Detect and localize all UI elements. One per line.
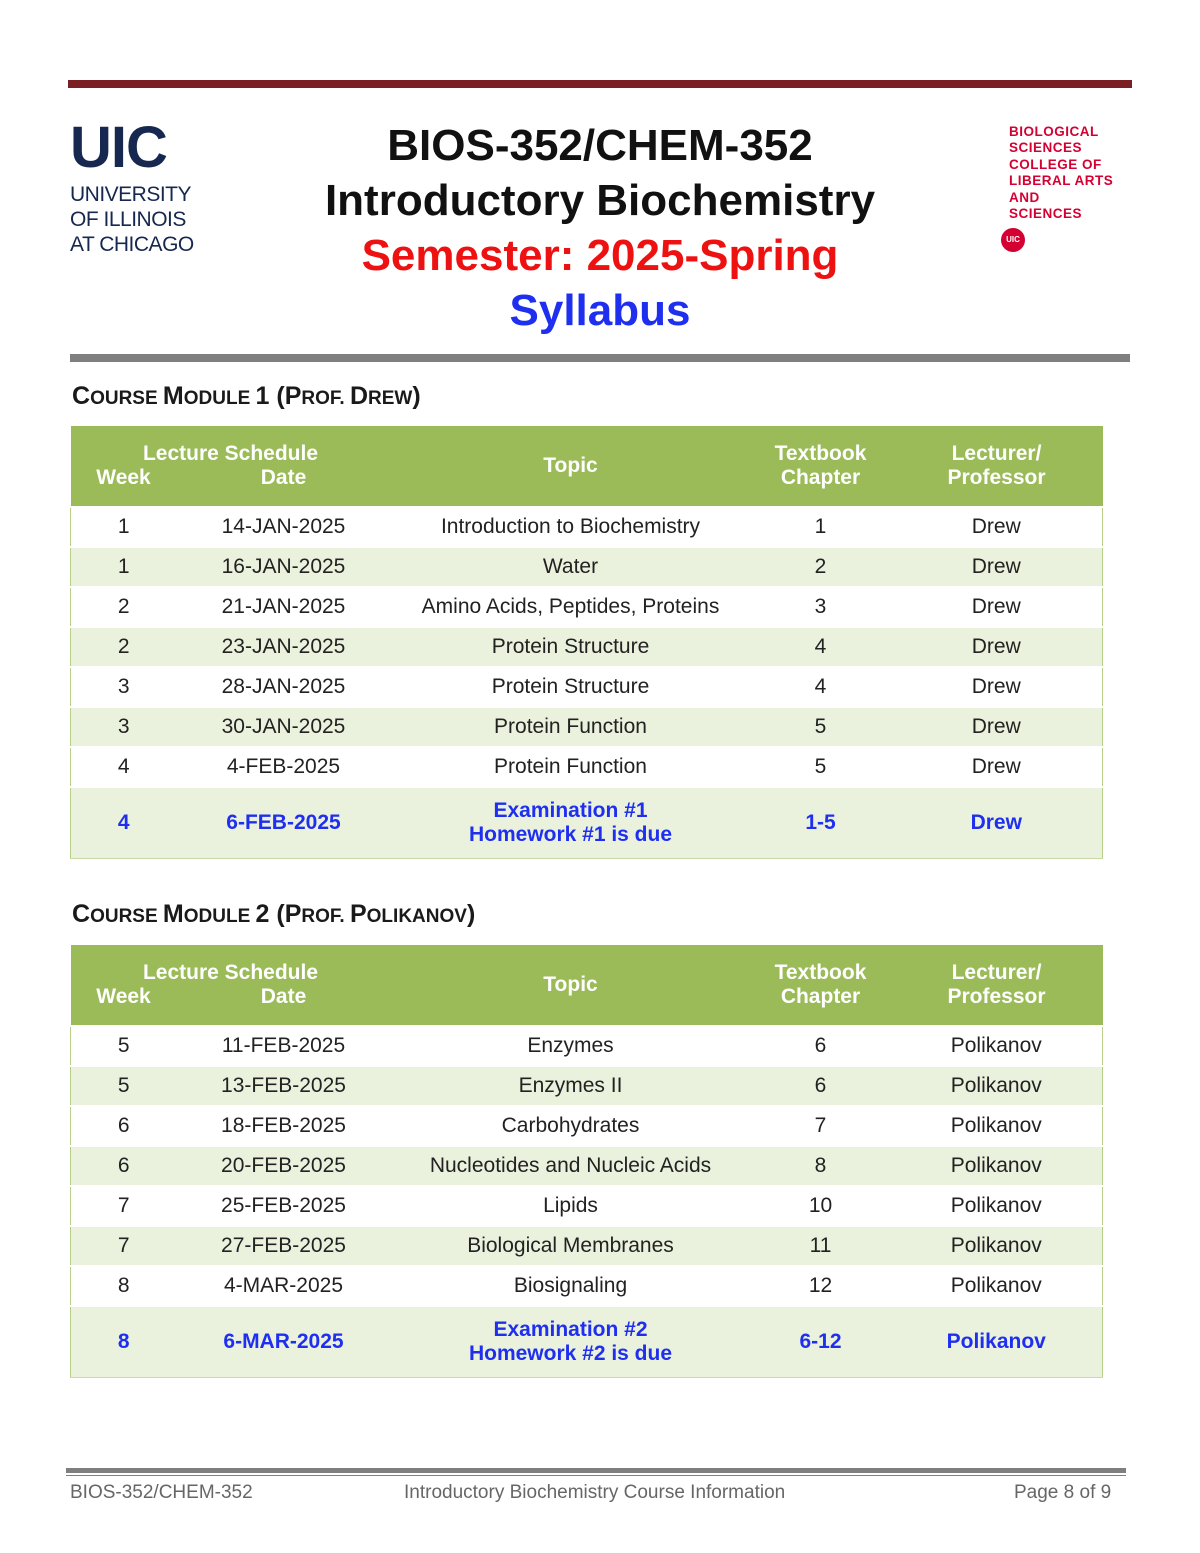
header-topic: Topic <box>391 426 751 507</box>
header-textbook-chapter: Textbook Chapter <box>751 426 891 507</box>
header-date: Date <box>177 466 391 507</box>
module-2-heading: COURSE MODULE 2 (PROF. POLIKANOV) <box>72 900 476 928</box>
footer-page-number: Page 8 of 9 <box>1014 1482 1112 1503</box>
table-row: 7 25-FEB-2025 Lipids 10 Polikanov <box>71 1186 1103 1226</box>
footer-center: Introductory Biochemistry Course Information <box>404 1482 786 1503</box>
footer-rule-thin <box>66 1475 1126 1476</box>
header-week: Week <box>71 985 177 1026</box>
module-1-heading: COURSE MODULE 1 (PROF. DREW) <box>72 382 421 410</box>
semester: Semester: 2025-Spring <box>361 231 839 280</box>
table-row: 5 13-FEB-2025 Enzymes II 6 Polikanov <box>71 1066 1103 1106</box>
uic-logo-mark: UIC <box>70 115 167 180</box>
table-row: 1 14-JAN-2025 Introduction to Biochemistry 1 Drew <box>71 507 1103 547</box>
header-lecture-schedule: Lecture Schedule <box>71 426 391 466</box>
table-row: 3 30-JAN-2025 Protein Function 5 Drew <box>71 707 1103 747</box>
table-row: 2 21-JAN-2025 Amino Acids, Peptides, Proteins 3 Drew <box>71 587 1103 627</box>
header-lecture-schedule: Lecture Schedule <box>71 945 391 985</box>
uic-badge-icon: UIC <box>1001 228 1025 252</box>
table-row: 4 4-FEB-2025 Protein Function 5 Drew <box>71 747 1103 787</box>
exam-row: 8 6-MAR-2025 Examination #2 Homework #2 is due 6-12 Polikanov <box>71 1306 1103 1378</box>
table-row: 8 4-MAR-2025 Biosignaling 12 Polikanov <box>71 1266 1103 1306</box>
header-week: Week <box>71 466 177 507</box>
uic-logo <box>70 115 200 257</box>
header-textbook-chapter: Textbook Chapter <box>751 945 891 1026</box>
header-topic: Topic <box>391 945 751 1026</box>
module-2-schedule-table <box>70 945 1103 1378</box>
table-row: 7 27-FEB-2025 Biological Membranes 11 Polikanov <box>71 1226 1103 1266</box>
course-name: Introductory Biochemistry <box>324 176 876 225</box>
syllabus-label: Syllabus <box>509 286 691 335</box>
table-row: 2 23-JAN-2025 Protein Structure 4 Drew <box>71 627 1103 667</box>
header-lecturer: Lecturer/ Professor <box>891 945 1103 1026</box>
table-row: 1 16-JAN-2025 Water 2 Drew <box>71 547 1103 587</box>
footer-rule <box>66 1468 1126 1473</box>
header-date: Date <box>177 985 391 1026</box>
table-row: 6 20-FEB-2025 Nucleotides and Nucleic Acids 8 Polikanov <box>71 1146 1103 1186</box>
top-rule <box>68 80 1132 88</box>
biological-sciences-logo: BIOLOGICAL SCIENCES COLLEGE OF LIBERAL ARTS AND SCIENCES UIC <box>1009 124 1149 252</box>
table-row: 5 11-FEB-2025 Enzymes 6 Polikanov <box>71 1026 1103 1066</box>
footer-left: BIOS-352/CHEM-352 <box>70 1482 253 1503</box>
table-row: 3 28-JAN-2025 Protein Structure 4 Drew <box>71 667 1103 707</box>
exam-row: 4 6-FEB-2025 Examination #1 Homework #1 is due 1-5 Drew <box>71 787 1103 859</box>
document-title <box>250 118 950 338</box>
table-row: 6 18-FEB-2025 Carbohydrates 7 Polikanov <box>71 1106 1103 1146</box>
title-divider <box>70 354 1130 362</box>
module-1-schedule-table <box>70 426 1103 859</box>
uic-logo-text: UNIVERSITY OF ILLINOIS AT CHICAGO <box>70 183 194 256</box>
course-code: BIOS-352/CHEM-352 <box>387 121 813 170</box>
header-lecturer: Lecturer/ Professor <box>891 426 1103 507</box>
